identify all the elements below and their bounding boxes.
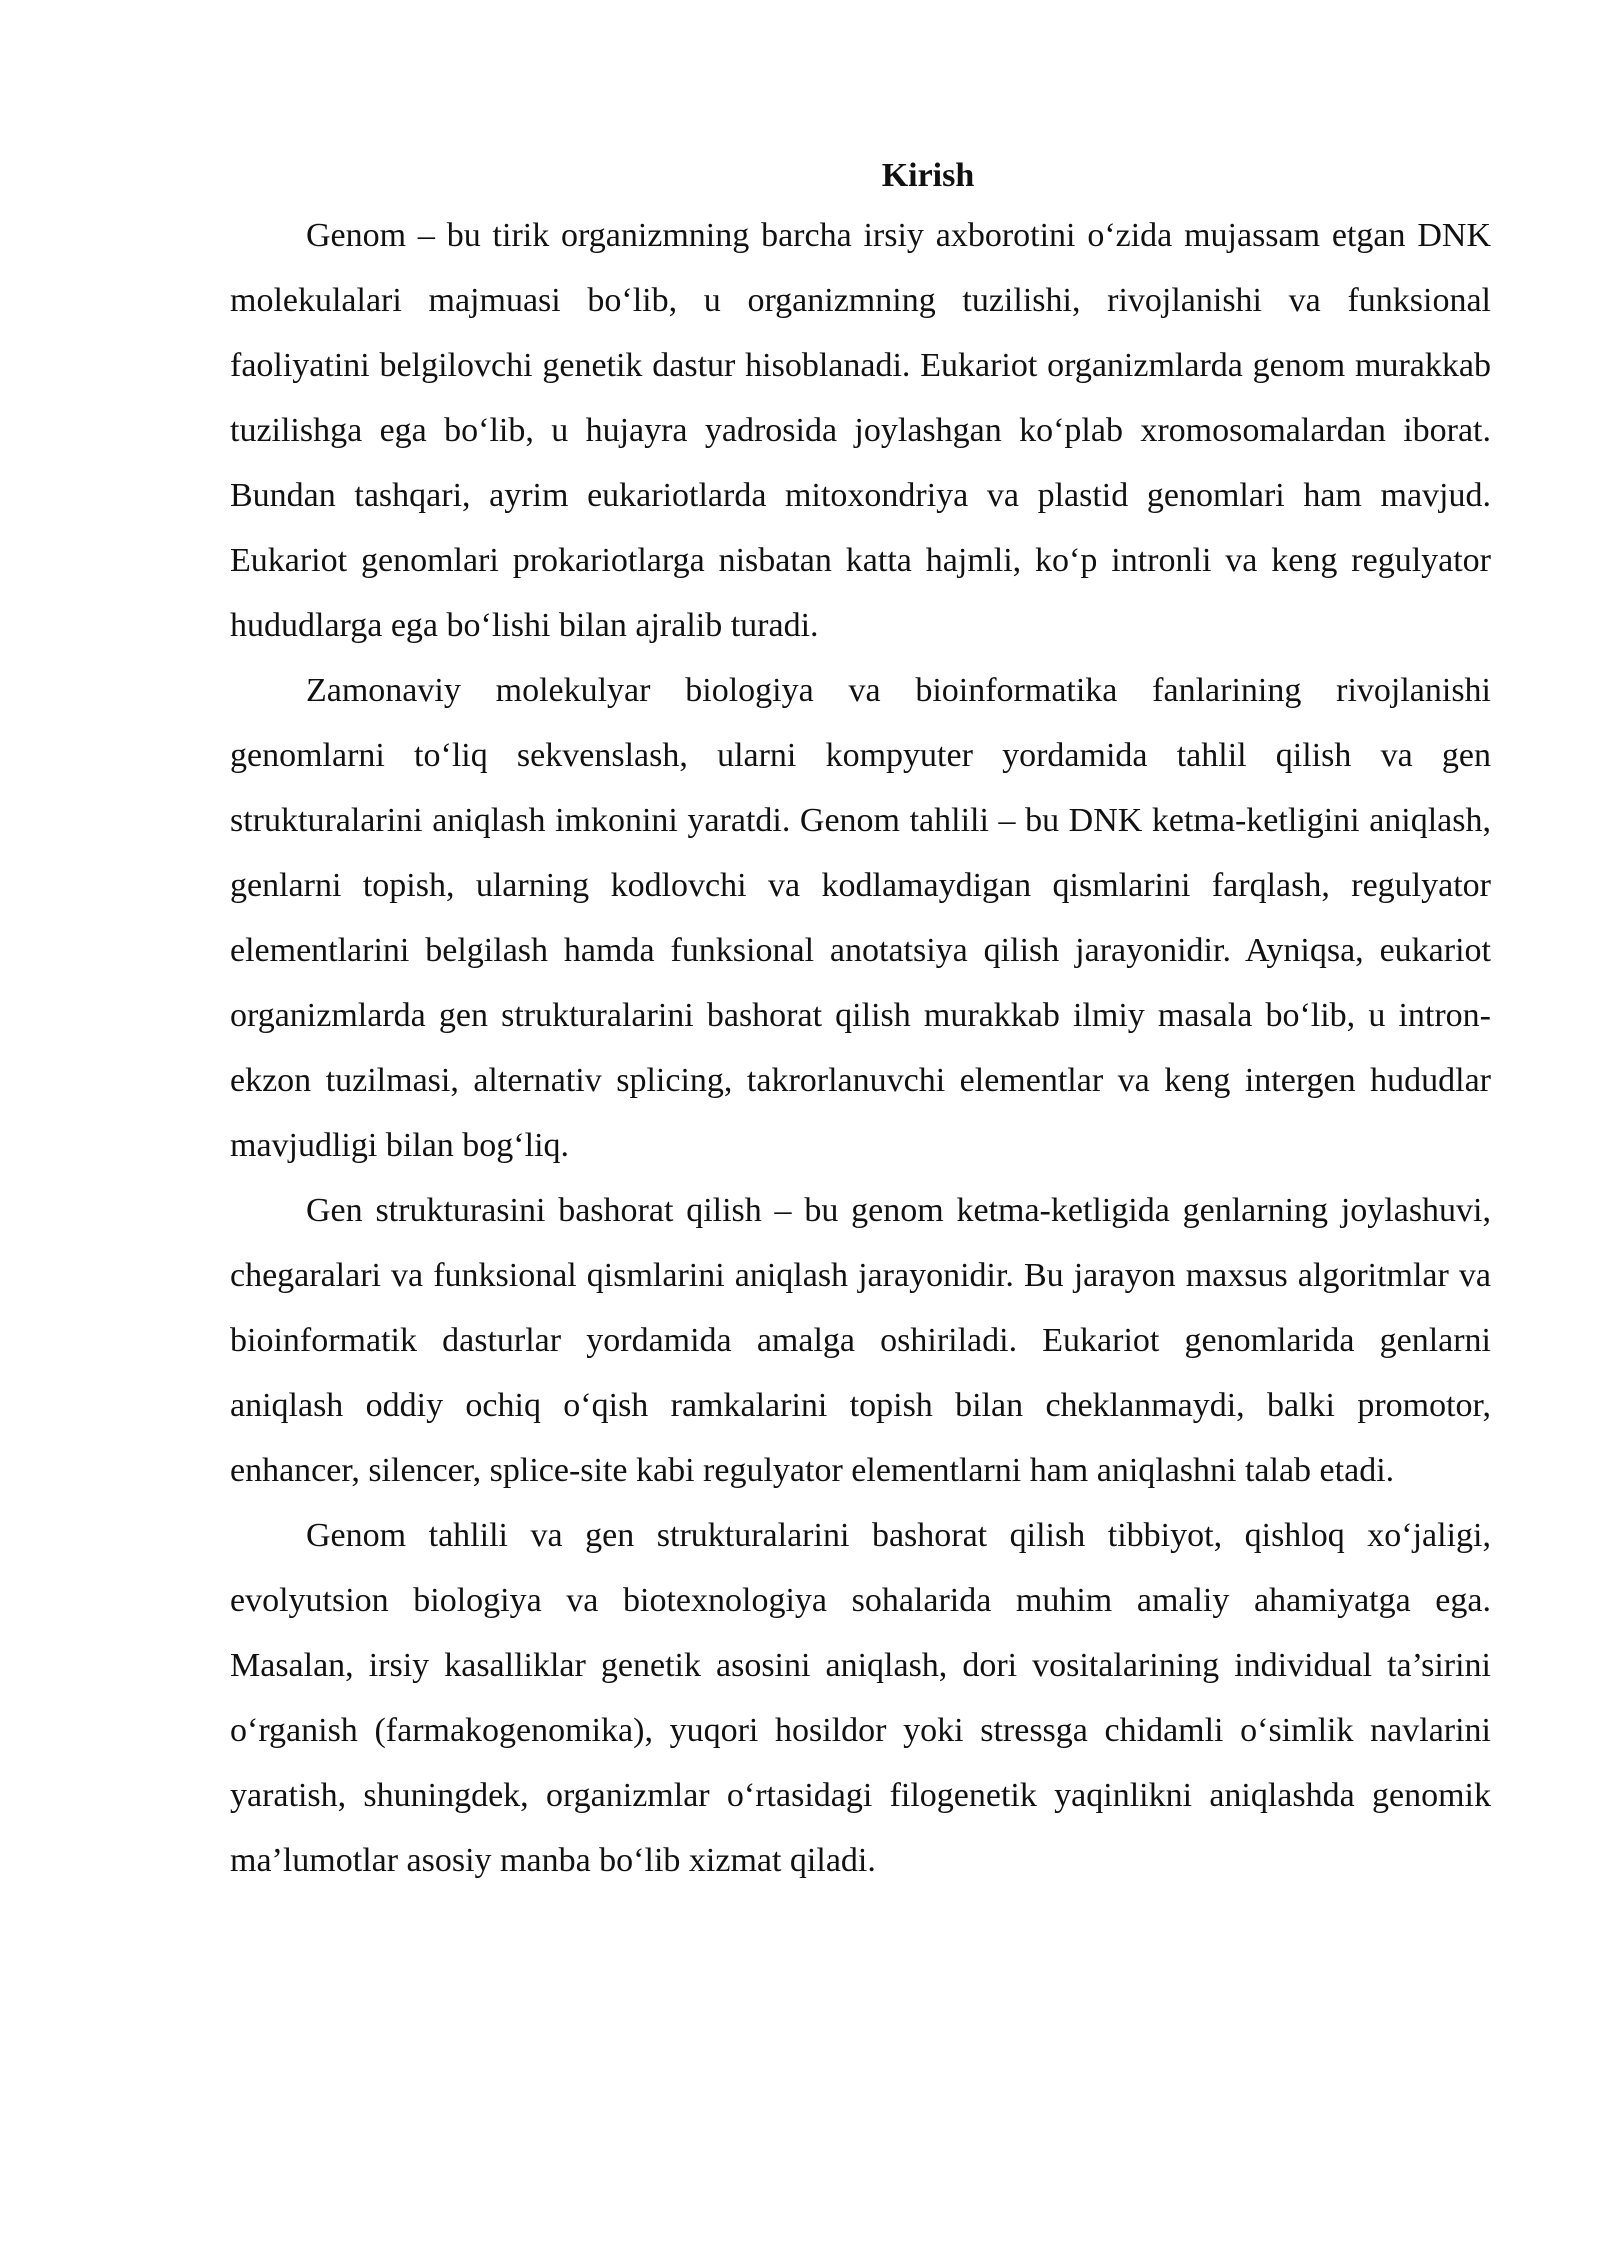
paragraph: Genom tahlili va gen strukturalarini bashorat qilish tibbiyot, qishloq xo‘jaligi, evolyutsion biologiya va biotexnologiya sohalarida muhim amaliy ahamiyatga ega. Masalan, irsiy kasalliklar genetik asosini aniqlash, dori vositalarining individual ta’sirini o‘rganish (farmakogenomika), yuqori hosildor yoki stressga chidamli o‘simlik navlarini yaratish, shuningdek, organizmlar o‘rtasidagi filogenetik yaqinlikni aniqlashda genomik ma’lumotlar asosiy manba bo‘lib xizmat qiladi. bbox=[230, 1517, 1491, 1879]
section-title: Kirish bbox=[881, 157, 975, 194]
paragraph: Zamonaviy molekulyar biologiya va bioinformatika fanlarining rivojlanishi genomlarni to‘liq sekvenslash, ularni kompyuter yordamida tahlil qilish va gen strukturalarini aniqlash imkonini yaratdi. Genom tahlili – bu DNK ketma-ketligini aniqlash, genlarni topish, ularning kodlovchi va kodlamaydigan qismlarini farqlash, regulyator elementlarini belgilash hamda funksional anotatsiya qilish jarayonidir. Ayniqsa, eukariot organizmlarda gen strukturalarini bashorat qilish murakkab ilmiy masala bo‘lib, u intron-ekzon tuzilmasi, alternativ splicing, takrorlanuvchi elementlar va keng intergen hududlar mavjudligi bilan bog‘liq. bbox=[230, 672, 1491, 1164]
paragraph: Gen strukturasini bashorat qilish – bu genom ketma-ketligida genlarning joylashuvi, chegaralari va funksional qismlarini aniqlash jarayonidir. Bu jarayon maxsus algoritmlar va bioinformatik dasturlar yordamida amalga oshiriladi. Eukariot genomlarida genlarni aniqlash oddiy ochiq o‘qish ramkalarini topish bilan cheklanmaydi, balki promotor, enhancer, silencer, splice-site kabi regulyator elementlarni ham aniqlashni talab etadi. bbox=[230, 1192, 1491, 1489]
paragraph: Genom – bu tirik organizmning barcha irsiy axborotini o‘zida mujassam etgan DNK molekulalari majmuasi bo‘lib, u organizmning tuzilishi, rivojlanishi va funksional faoliyatini belgilovchi genetik dastur hisoblanadi. Eukariot organizmlarda genom murakkab tuzilishga ega bo‘lib, u hujayra yadrosida joylashgan ko‘plab xromosomalardan iborat. Bundan tashqari, ayrim eukariotlarda mitoxondriya va plastid genomlari ham mavjud. Eukariot genomlari prokariotlarga nisbatan katta hajmli, ko‘p intronli va keng regulyator hududlarga ega bo‘lishi bilan ajralib turadi. bbox=[230, 217, 1491, 644]
document-page bbox=[230, 148, 1491, 1893]
